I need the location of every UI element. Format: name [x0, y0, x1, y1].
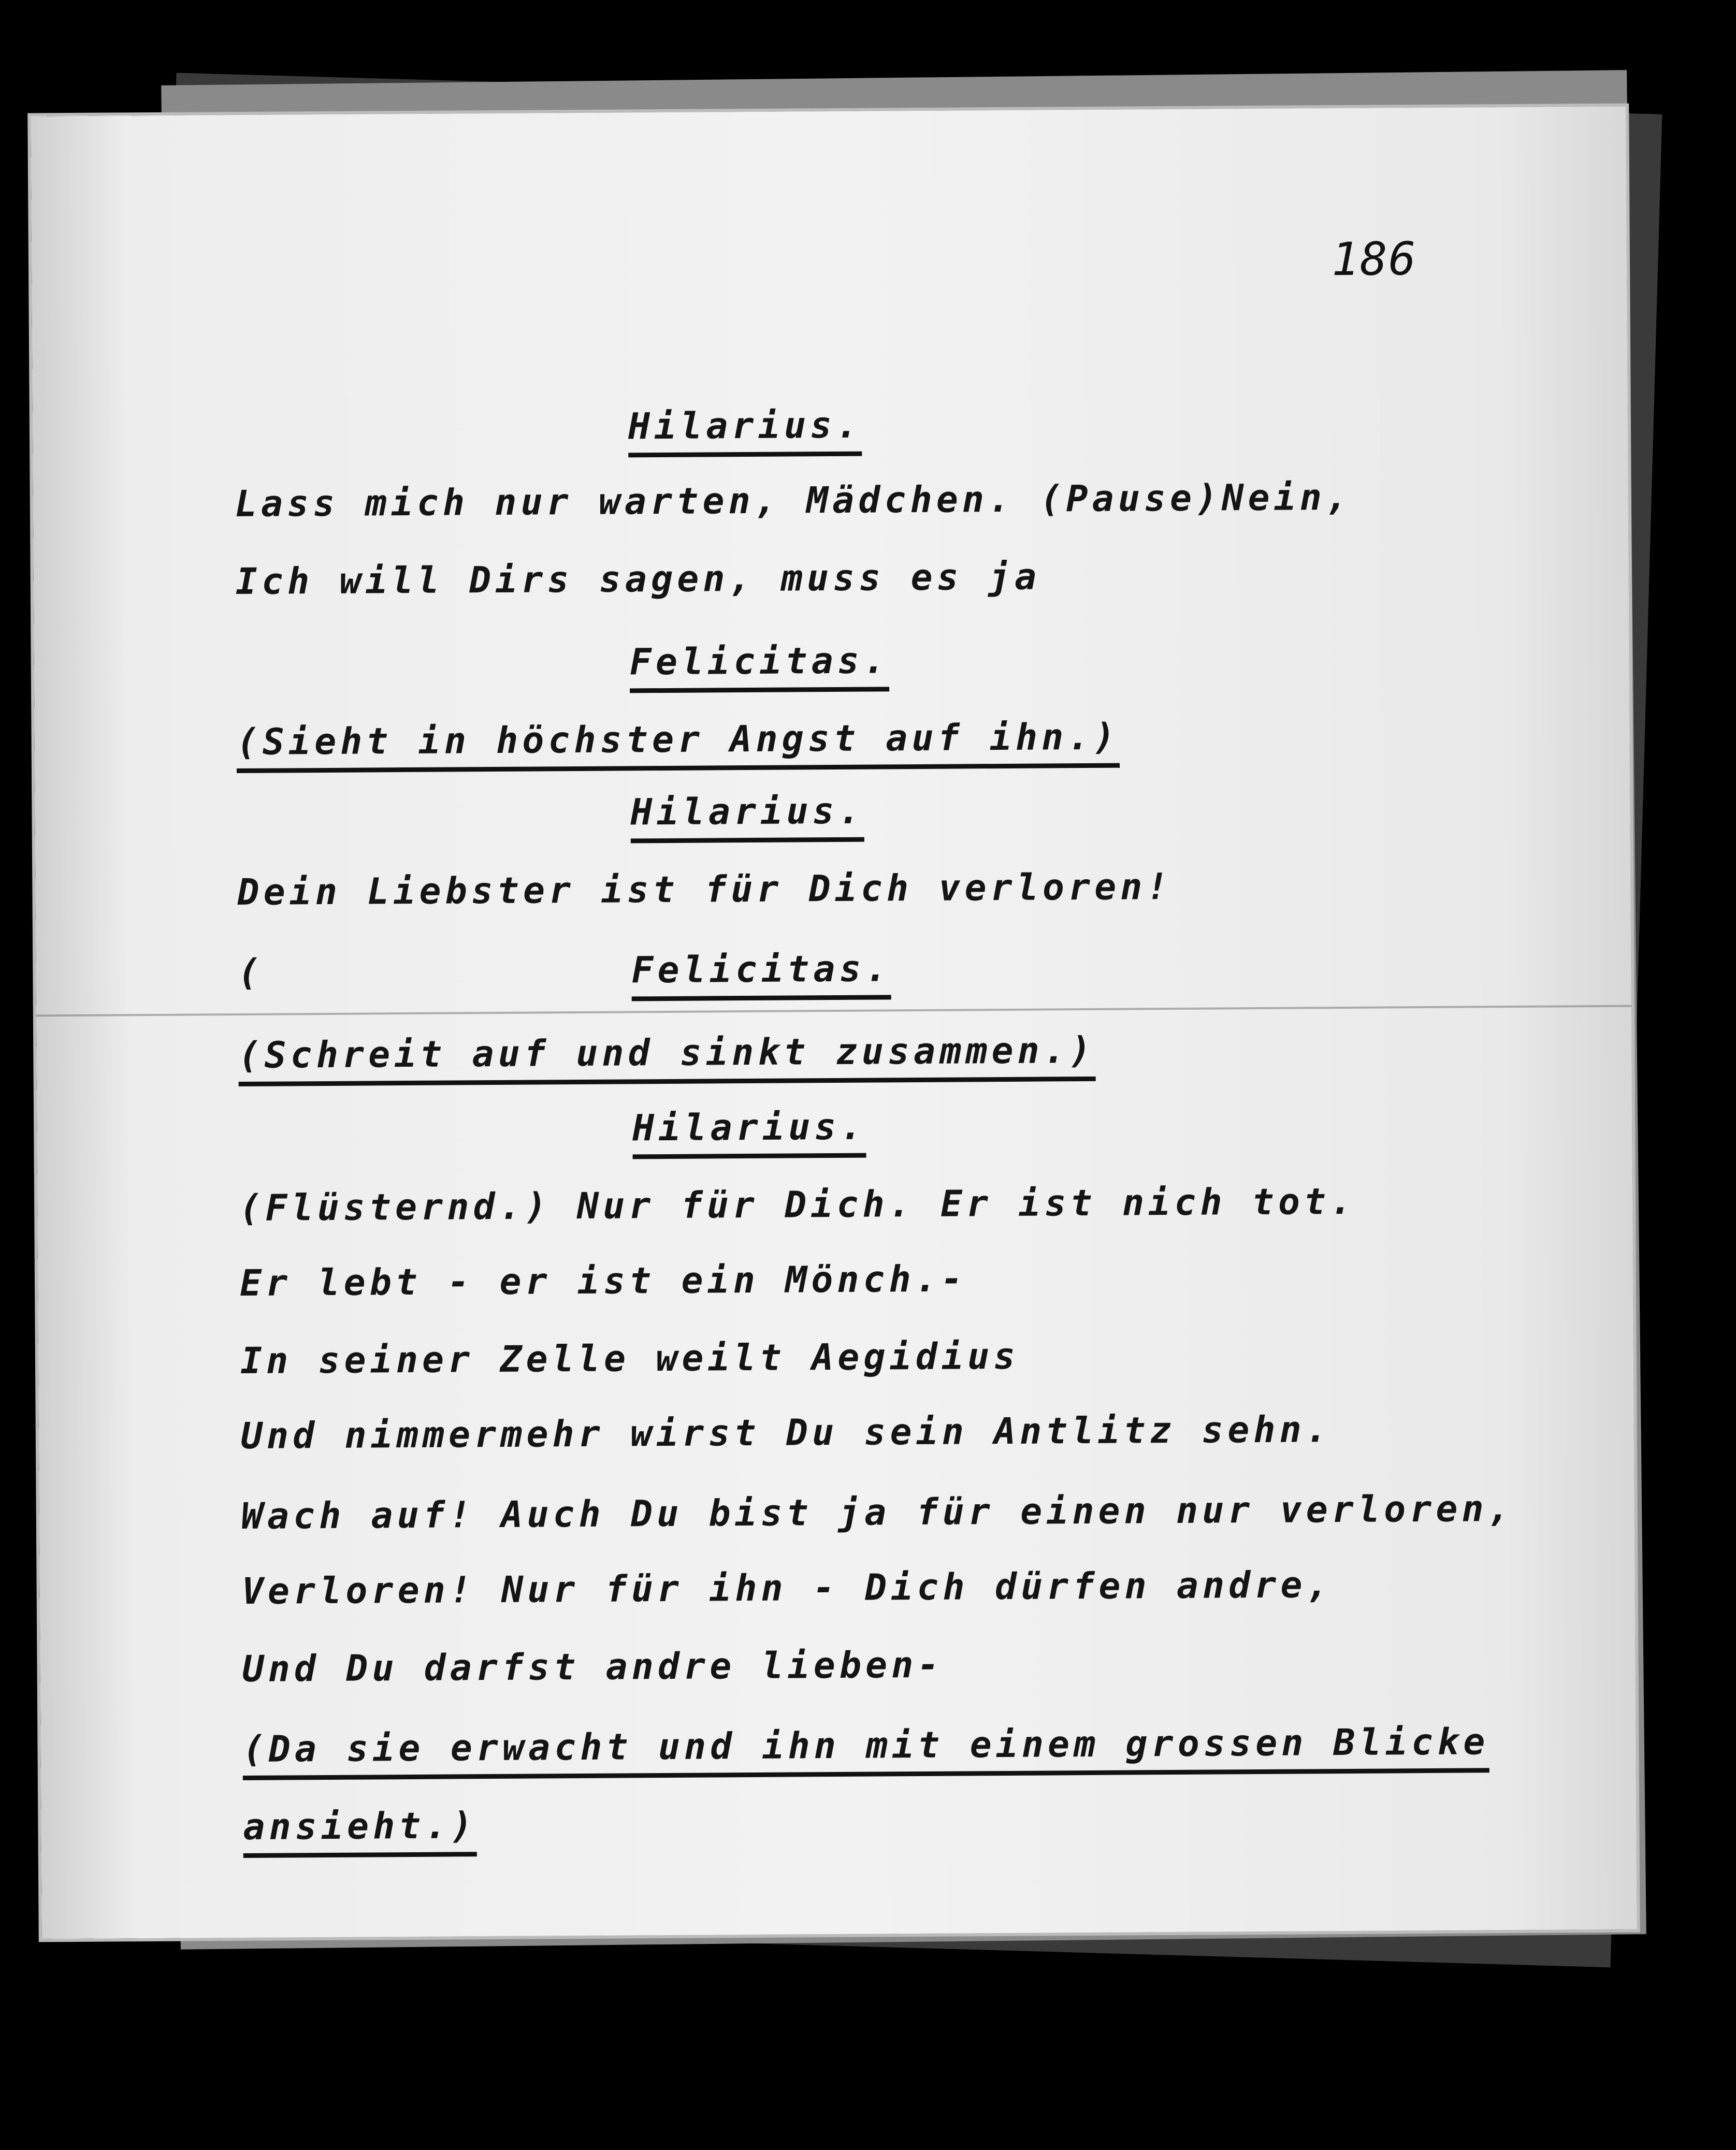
verse-line: Und Du darfst andre lieben-: [242, 1643, 944, 1691]
speaker-felicitas: Felicitas.: [629, 639, 889, 693]
speaker-hilarius: Hilarius.: [630, 790, 864, 844]
verse-line: Ich will Dirs sagen, muss es ja: [235, 555, 1041, 603]
speaker-felicitas: Felicitas.: [631, 947, 891, 1001]
verse-line: Verloren! Nur für ihn - Dich dürfen andre,: [241, 1563, 1333, 1613]
stage-direction: (Da sie erwacht und ihn mit einem grossen Blicke: [242, 1720, 1489, 1780]
speaker-hilarius: Hilarius.: [632, 1106, 866, 1159]
verse-line: Und nimmermehr wirst Du sein Antlitz sehn.: [240, 1408, 1332, 1458]
stage-direction: (Sieht in höchster Angst auf ihn.): [236, 716, 1119, 773]
script-text: [31, 107, 1637, 1939]
verse-line: Dein Liebster ist für Dich verloren!: [237, 865, 1173, 914]
verse-line: (Flüsternd.) Nur für Dich. Er ist nich tot.: [239, 1180, 1356, 1230]
speaker-hilarius: Hilarius.: [628, 404, 862, 458]
verse-line: (: [238, 951, 264, 994]
verse-line: Er lebt - er ist ein Mönch.-: [239, 1257, 967, 1305]
verse-line: Lass mich nur warten, Mädchen. (Pause)Nein,: [235, 475, 1352, 526]
verse-line: Wach auf! Auch Du bist ja für einen nur verloren,: [241, 1487, 1514, 1538]
typescript-page: [31, 107, 1637, 1939]
verse-line: In seiner Zelle weilt Aegidius: [240, 1334, 1020, 1383]
stage-direction: (Schreit auf und sinkt zusammen.): [238, 1029, 1095, 1086]
stage-direction: ansieht.): [243, 1804, 477, 1858]
page-number: 186: [1331, 232, 1417, 286]
